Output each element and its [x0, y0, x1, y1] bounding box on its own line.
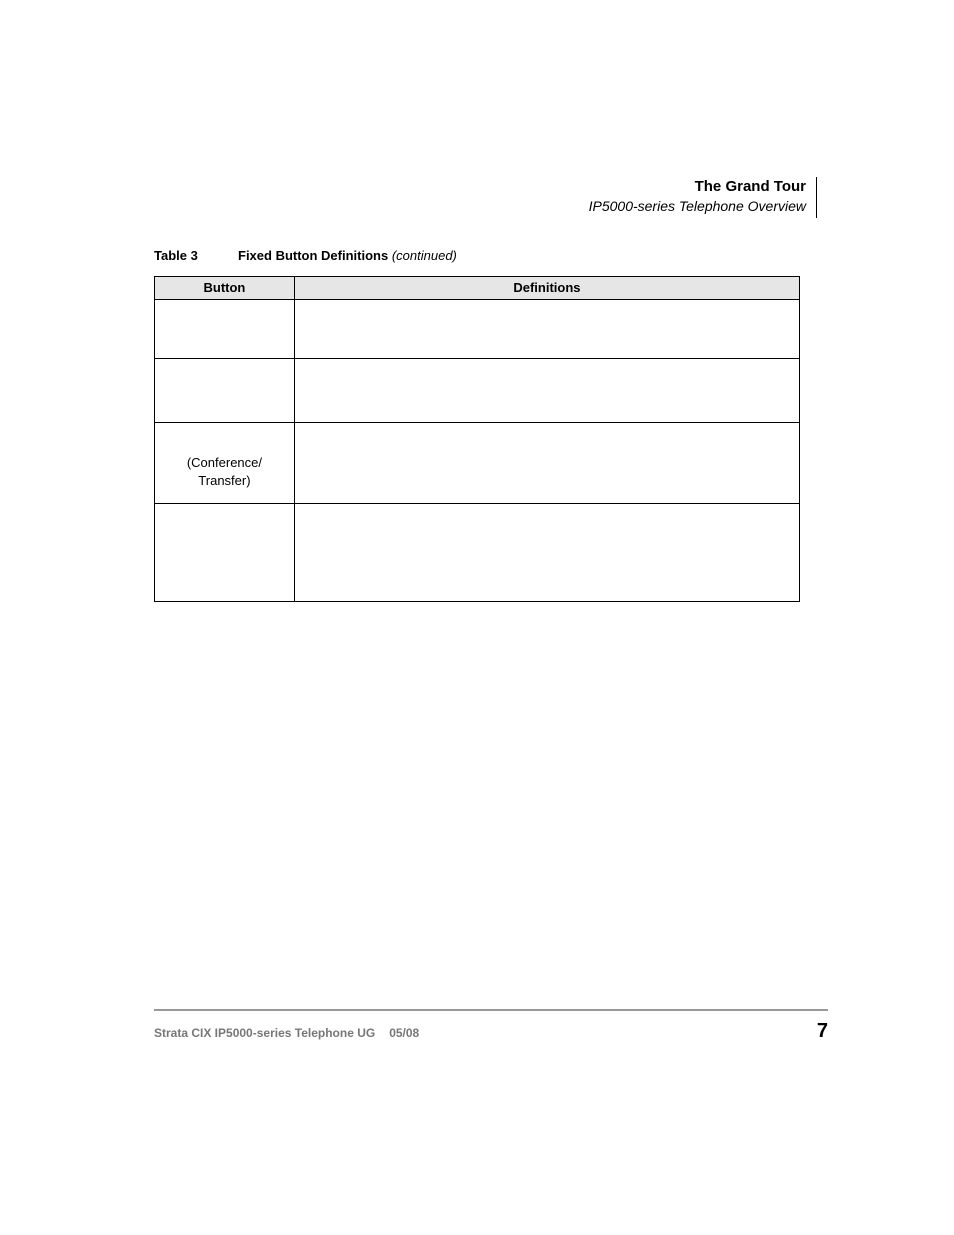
button-label-line: (Conference/: [186, 455, 262, 470]
page-number: 7: [816, 1020, 828, 1042]
footer-doc-title: Strata CIX IP5000-series Telephone UG: [154, 1026, 376, 1040]
footer-doc-info: [154, 1026, 419, 1040]
table-header-row: [155, 277, 800, 300]
definition-cell: [294, 423, 799, 504]
button-label-line: Transfer): [198, 473, 251, 488]
table-number: Table 3: [154, 248, 198, 263]
button-cell: [155, 504, 295, 602]
definition-cell: [294, 504, 799, 602]
button-cell: [155, 359, 295, 423]
column-header-definitions: Definitions: [294, 277, 799, 300]
definition-cell: [294, 359, 799, 423]
table-row: [155, 504, 800, 602]
chapter-title: The Grand Tour: [694, 178, 806, 195]
button-cell: [155, 423, 295, 504]
footer-divider: [154, 1009, 828, 1011]
footer-date: 05/08: [389, 1026, 420, 1040]
running-header: [589, 177, 817, 218]
table-row: [155, 300, 800, 359]
fixed-button-definitions-table: [154, 276, 800, 602]
table-row: [155, 359, 800, 423]
section-subtitle: IP5000-series Telephone Overview: [588, 198, 806, 214]
table-continued-note: (continued): [391, 248, 457, 263]
definition-cell: [294, 300, 799, 359]
table-caption: [154, 248, 457, 264]
table-row: [155, 423, 800, 504]
column-header-button: Button: [155, 277, 295, 300]
table-title: Fixed Button Definitions: [238, 248, 389, 263]
button-cell: [155, 300, 295, 359]
